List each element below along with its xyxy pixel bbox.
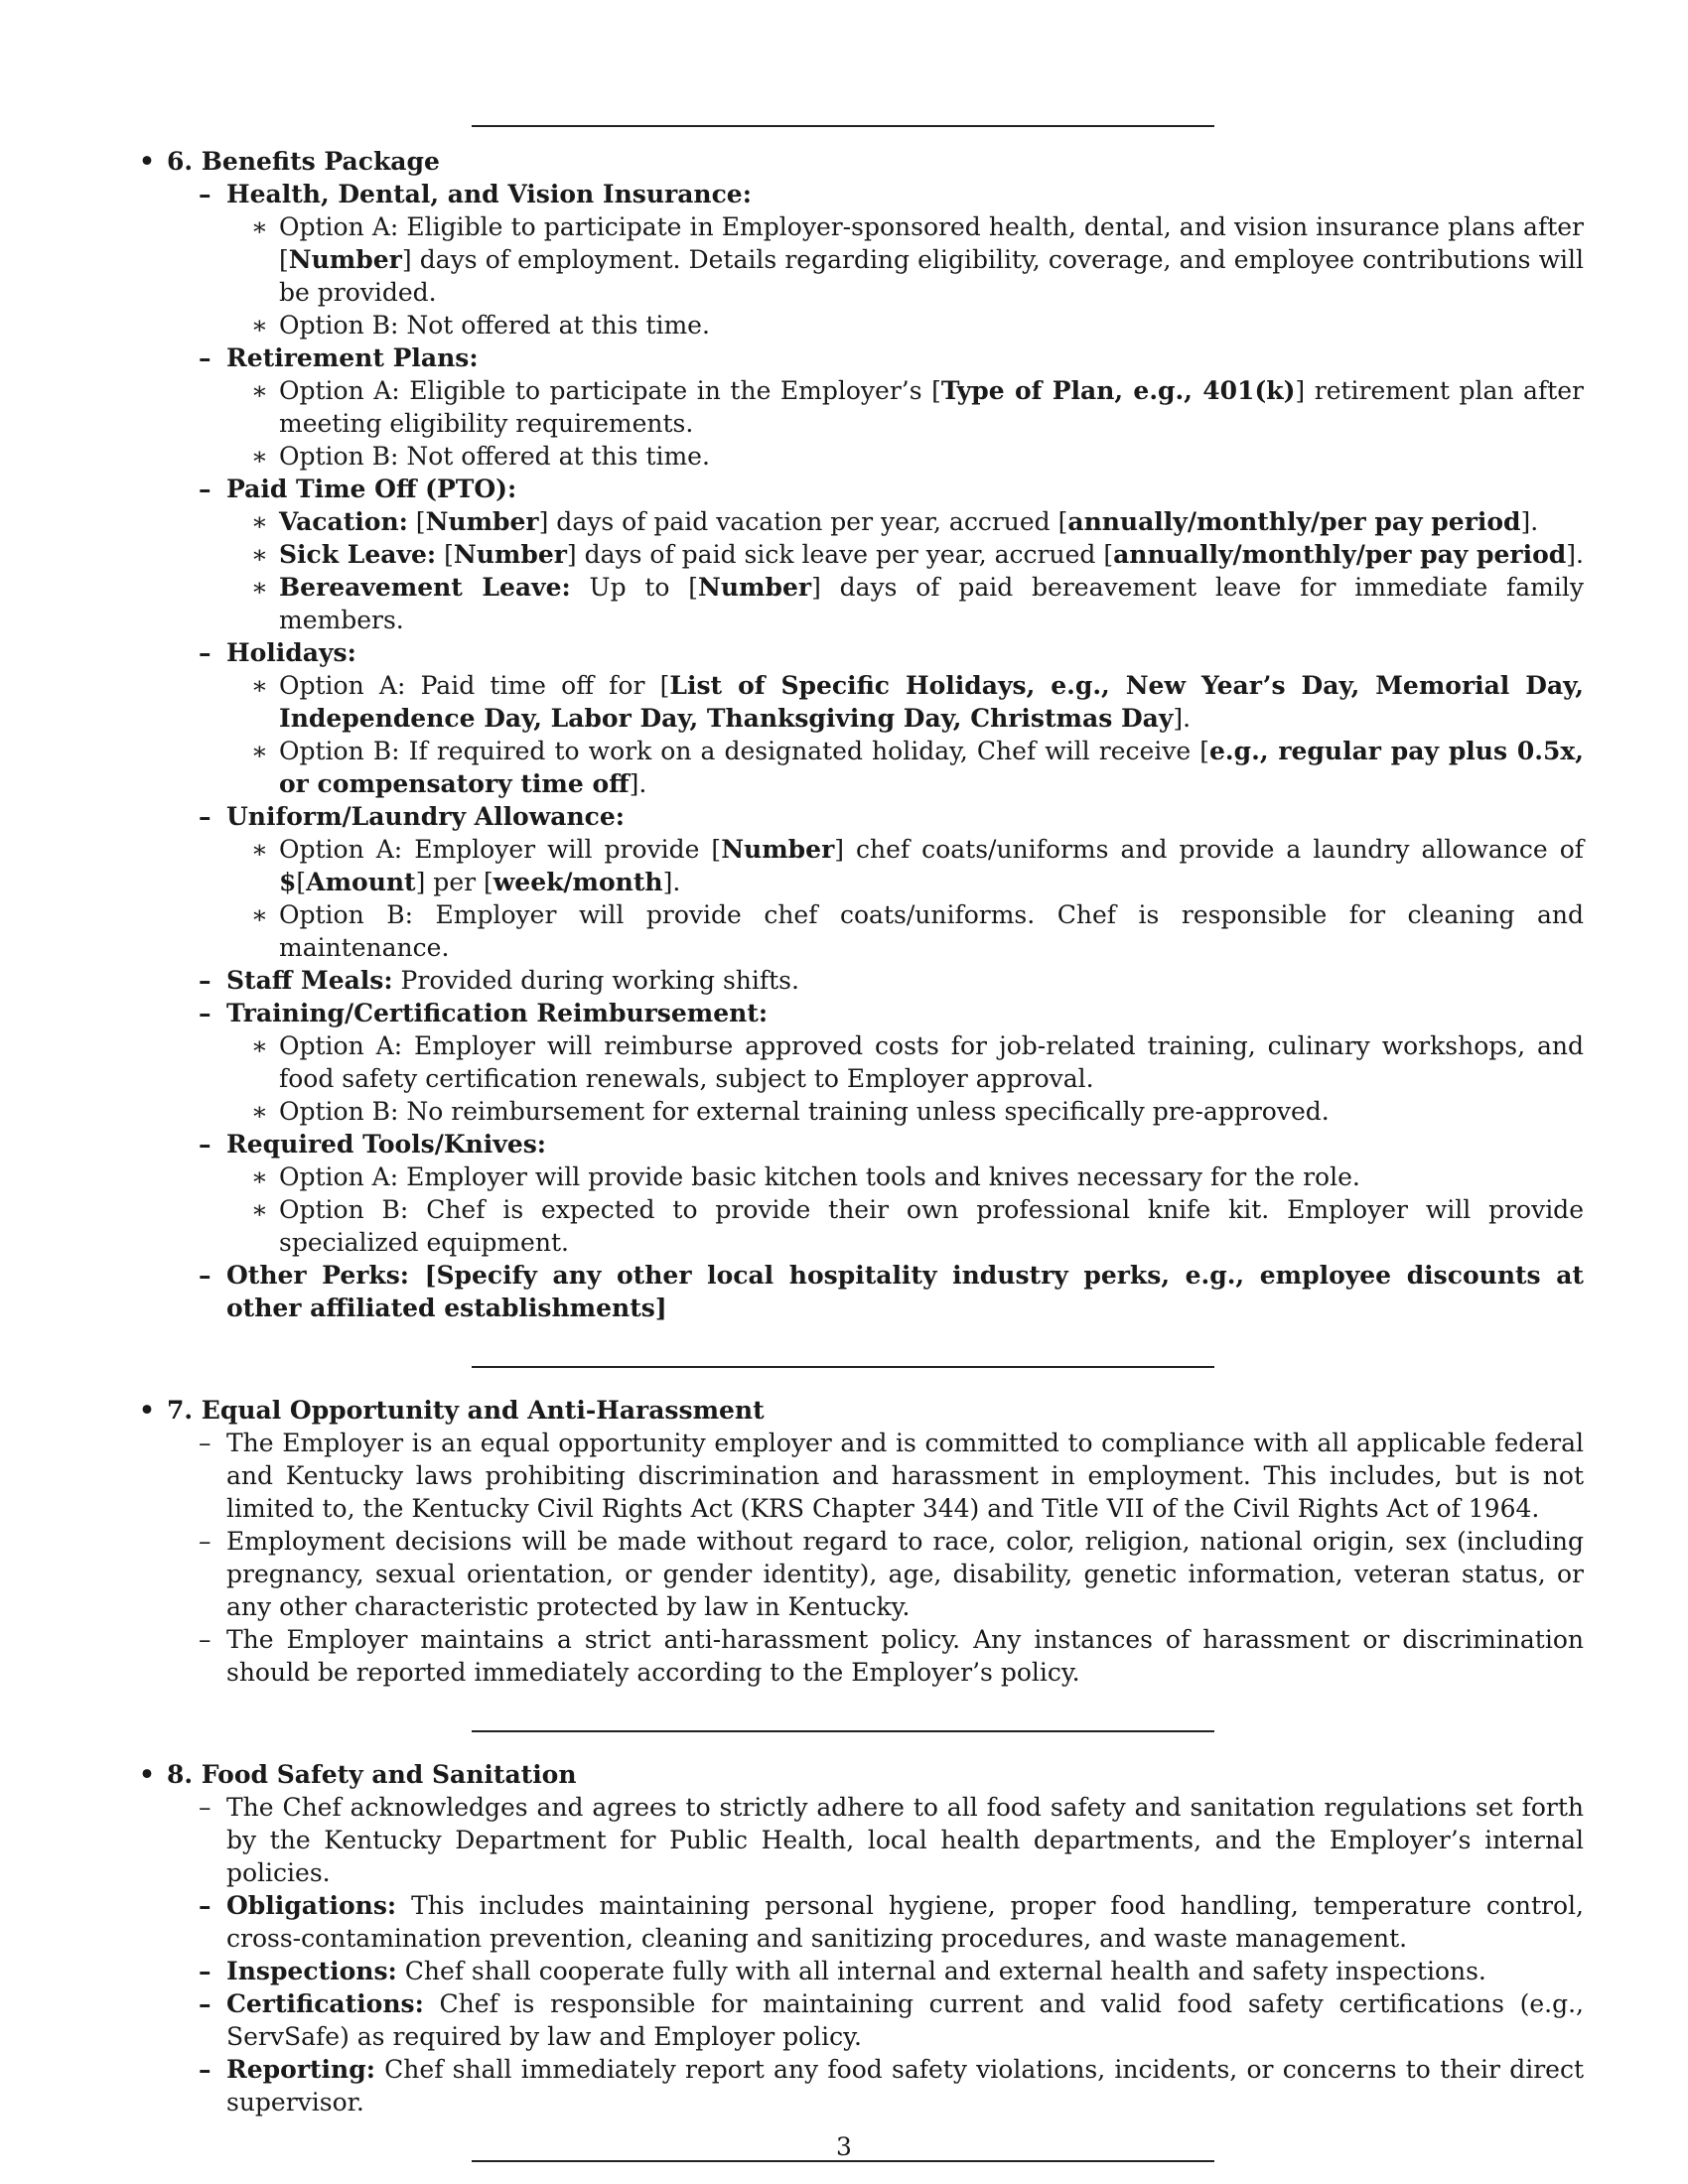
- list-item: [139, 341, 1584, 374]
- list-item: [139, 538, 1584, 571]
- page-number: 3: [836, 2132, 852, 2161]
- placeholder: Number: [453, 540, 567, 569]
- item-label: Other Perks:: [226, 1261, 410, 1290]
- text: ] retirement plan after meeting eligibility requirements.: [279, 376, 1584, 438]
- bullet: ∗: [251, 311, 268, 340]
- placeholder: annually/monthly/per pay period: [1113, 540, 1567, 569]
- bullet: ∗: [251, 737, 268, 765]
- list-item: [139, 2053, 1584, 2118]
- text: ] days of paid sick leave per year, accrued [: [566, 540, 1114, 569]
- document-page: [139, 145, 1584, 2162]
- bullet: –: [199, 2055, 211, 2084]
- text: ].: [629, 769, 647, 798]
- list-item: [139, 309, 1584, 341]
- text: ].: [662, 868, 681, 896]
- bullet: ∗: [251, 671, 268, 700]
- section-title-text: 7. Equal Opportunity and Anti-Harassment: [167, 1396, 765, 1425]
- item-label: Retirement Plans:: [226, 343, 479, 372]
- list-item: [139, 1955, 1584, 1987]
- list-item: [139, 178, 1584, 210]
- text: Chef shall cooperate fully with all internal and external health and safety inspections.: [396, 1957, 1486, 1985]
- bullet: ∗: [251, 540, 268, 569]
- text: The Chef acknowledges and agrees to strictly adhere to all food safety and sanitation regulations set forth by the Kentucky Department for Public Health, local health departments, and the Employer’s internal policies.: [226, 1793, 1584, 1887]
- list-item: [139, 1095, 1584, 1128]
- bullet: –: [199, 1793, 211, 1822]
- text: [: [407, 507, 426, 536]
- text: ].: [1520, 507, 1539, 536]
- top-rule: [472, 125, 1214, 127]
- text: Option A: Employer will provide [: [279, 835, 722, 864]
- list-item: [139, 1525, 1584, 1623]
- section-benefits: [139, 145, 1584, 1324]
- bullet: ∗: [251, 376, 268, 405]
- item-label: Sick Leave:: [279, 540, 437, 569]
- list-item: [139, 1029, 1584, 1095]
- placeholder: Number: [721, 835, 835, 864]
- item-label: Vacation:: [279, 507, 408, 536]
- text: ] days of paid bereavement leave for immediate family members.: [279, 573, 1585, 634]
- list-item: [139, 1128, 1584, 1160]
- placeholder: week/month: [492, 868, 663, 896]
- bullet: •: [139, 147, 155, 176]
- item-label: Obligations:: [226, 1891, 397, 1920]
- text: ] days of paid vacation per year, accrued [: [538, 507, 1068, 536]
- placeholder: Number: [698, 573, 812, 602]
- bullet: –: [199, 966, 211, 995]
- bullet: ∗: [251, 1195, 268, 1224]
- text: Option A: Eligible to participate in the Employer’s [: [279, 376, 941, 405]
- bullet: ∗: [251, 212, 268, 241]
- list-item: [139, 473, 1584, 505]
- bullet: –: [199, 180, 211, 208]
- list-item: [139, 440, 1584, 473]
- list-item: [139, 1160, 1584, 1193]
- list-item: [139, 1193, 1584, 1259]
- list-item: [139, 1791, 1584, 1889]
- item-label: Inspections:: [226, 1957, 397, 1985]
- text: [: [296, 868, 307, 896]
- bullet: ∗: [251, 1162, 268, 1191]
- list-item: [139, 1259, 1584, 1324]
- bullet: –: [199, 999, 211, 1027]
- text: ].: [1566, 540, 1584, 569]
- text: Option A: Employer will reimburse approved costs for job-related training, culinary workshops, and food safety certification renewals, subject to Employer approval.: [279, 1031, 1584, 1093]
- section-title: [139, 1758, 1584, 1791]
- bullet: –: [199, 1625, 211, 1654]
- bullet: –: [199, 1261, 211, 1290]
- text: The Employer maintains a strict anti-harassment policy. Any instances of harassment or discrimination should be reported immediately according to the Employer’s policy.: [226, 1625, 1584, 1687]
- text: Chef shall immediately report any food safety violations, incidents, or concerns to their direct supervisor.: [226, 2055, 1584, 2116]
- placeholder: List of Specific Holidays, e.g., New Year’s Day, Memorial Day, Independence Day, Labor Day, Thanksgiving Day, Christmas Day: [279, 671, 1584, 733]
- bullet: ∗: [251, 442, 268, 471]
- text: Option B: If required to work on a designated holiday, Chef will receive [: [279, 737, 1210, 765]
- text: ].: [1173, 704, 1192, 733]
- list-item: [139, 669, 1584, 735]
- text: The Employer is an equal opportunity employer and is committed to compliance with all applicable federal and Kentucky laws prohibiting discrimination and harassment in employment. This includes, but is not limited to, the Kentucky Civil Rights Act (KRS Chapter 344) and Title VII of the Civil Rights Act of 1964.: [226, 1429, 1584, 1523]
- bullet: ∗: [251, 1097, 268, 1126]
- bullet: ∗: [251, 1031, 268, 1060]
- list-item: [139, 964, 1584, 997]
- list-item: [139, 800, 1584, 833]
- placeholder: annually/monthly/per pay period: [1067, 507, 1521, 536]
- placeholder: Type of Plan, e.g., 401(k): [940, 376, 1296, 405]
- bullet: –: [199, 802, 211, 831]
- bullet: •: [139, 1396, 155, 1425]
- item-label: Certifications:: [226, 1989, 424, 2018]
- list-item: [139, 210, 1584, 309]
- text: Chef is responsible for maintaining current and valid food safety certifications (e.g., ServSafe) as required by law and Employer policy.: [226, 1989, 1584, 2051]
- item-label: Required Tools/Knives:: [226, 1130, 547, 1159]
- placeholder: [Specify any other local hospitality industry perks, e.g., employee discounts at other affiliated establishments]: [226, 1261, 1584, 1322]
- bullet: ∗: [251, 573, 268, 602]
- bullet: –: [199, 1130, 211, 1159]
- list-item: [139, 374, 1584, 440]
- text: Option B: Not offered at this time.: [279, 442, 710, 471]
- placeholder: Number: [425, 507, 539, 536]
- item-label: Bereavement Leave:: [279, 573, 571, 602]
- bullet: –: [199, 1429, 211, 1457]
- list-item: [139, 1623, 1584, 1689]
- list-item: [139, 1889, 1584, 1955]
- list-item: [139, 505, 1584, 538]
- list-item: [139, 1987, 1584, 2053]
- section-food-safety: [139, 1758, 1584, 2118]
- bullet: –: [199, 475, 211, 503]
- placeholder: Number: [288, 245, 402, 274]
- text: Option A: Eligible to participate in Employer-sponsored health, dental, and vision insurance plans after [: [279, 212, 1584, 274]
- section-title: [139, 1394, 1584, 1427]
- item-label: Staff Meals:: [226, 966, 393, 995]
- bullet: ∗: [251, 835, 268, 864]
- bullet: ∗: [251, 900, 268, 929]
- bullet: –: [199, 638, 211, 667]
- placeholder: e.g., regular pay plus 0.5x, or compensatory time off: [279, 737, 1584, 798]
- text: Option A: Employer will provide basic kitchen tools and knives necessary for the role.: [279, 1162, 1360, 1191]
- text: Option B: Chef is expected to provide their own professional knife kit. Employer will provide specialized equipment.: [279, 1195, 1584, 1257]
- bullet: ∗: [251, 507, 268, 536]
- section-title-text: 8. Food Safety and Sanitation: [167, 1760, 577, 1789]
- text: ] per [: [415, 868, 493, 896]
- list-item: [139, 571, 1584, 636]
- list-item: [139, 735, 1584, 800]
- section-title: [139, 145, 1584, 178]
- list-item: [139, 636, 1584, 669]
- text: Option A: Paid time off for [: [279, 671, 670, 700]
- placeholder: $: [279, 868, 297, 896]
- list-item: [139, 833, 1584, 898]
- list-item: [139, 997, 1584, 1029]
- item-label: Reporting:: [226, 2055, 375, 2084]
- text: Option B: Employer will provide chef coats/uniforms. Chef is responsible for cleaning and maintenance.: [279, 900, 1584, 962]
- list-item: [139, 1427, 1584, 1525]
- section-equal-opportunity: [139, 1394, 1584, 1689]
- text: Option B: No reimbursement for external training unless specifically pre-approved.: [279, 1097, 1330, 1126]
- text: Employment decisions will be made without regard to race, color, religion, national origin, sex (including pregnancy, sexual orientation, or gender identity), age, disability, genetic information, veteran status, or any other characteristic protected by law in Kentucky.: [226, 1527, 1584, 1621]
- list-item: [139, 898, 1584, 964]
- placeholder: Amount: [306, 868, 416, 896]
- text: Up to [: [570, 573, 699, 602]
- item-label: Holidays:: [226, 638, 356, 667]
- item-label: Paid Time Off (PTO):: [226, 475, 517, 503]
- text: Provided during working shifts.: [392, 966, 799, 995]
- text: This includes maintaining personal hygiene, proper food handling, temperature control, cross-contamination prevention, cleaning and sanitizing procedures, and waste management.: [226, 1891, 1584, 1953]
- text: ] days of employment. Details regarding eligibility, coverage, and employee contributions will be provided.: [279, 245, 1584, 307]
- bullet: –: [199, 343, 211, 372]
- item-label: Health, Dental, and Vision Insurance:: [226, 180, 752, 208]
- text: [: [436, 540, 454, 569]
- item-label: Training/Certification Reimbursement:: [226, 999, 769, 1027]
- item-label: Uniform/Laundry Allowance:: [226, 802, 625, 831]
- bullet: –: [199, 1891, 211, 1920]
- text: Option B: Not offered at this time.: [279, 311, 710, 340]
- bullet: –: [199, 1527, 211, 1556]
- bullet: –: [199, 1989, 211, 2018]
- text: ] chef coats/uniforms and provide a laundry allowance of: [834, 835, 1585, 864]
- bullet: •: [139, 1760, 155, 1789]
- section-title-text: 6. Benefits Package: [167, 147, 440, 176]
- bullet: –: [199, 1957, 211, 1985]
